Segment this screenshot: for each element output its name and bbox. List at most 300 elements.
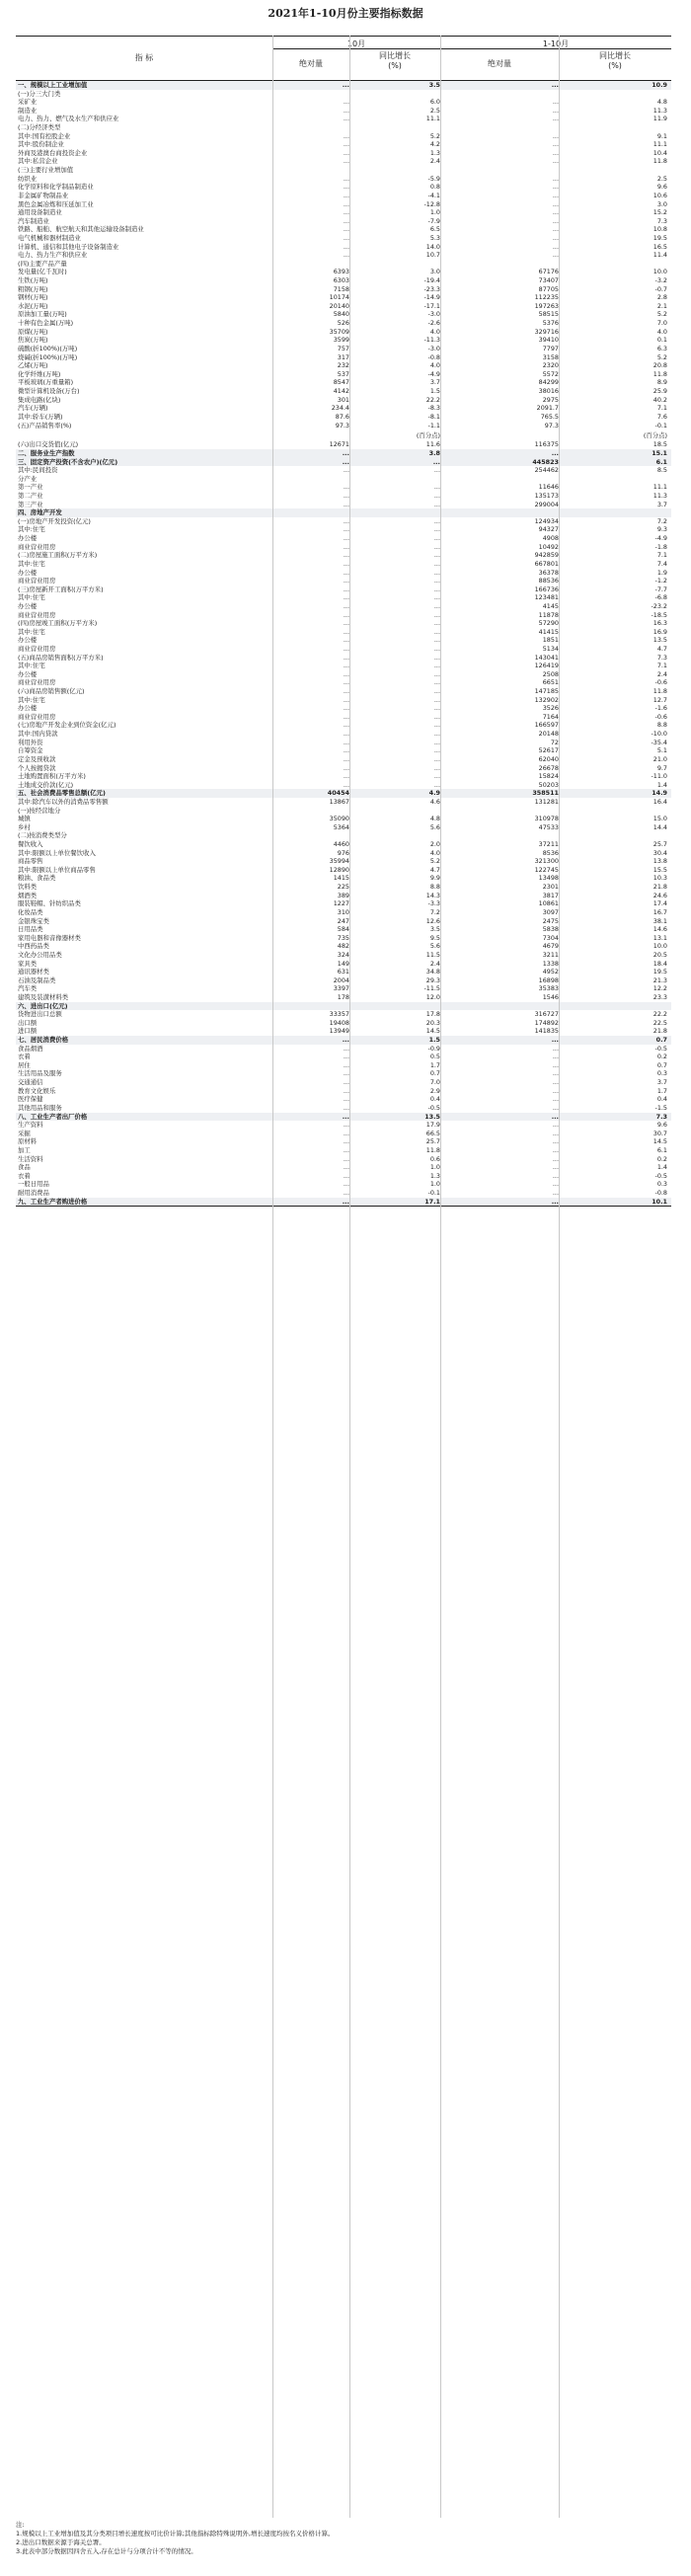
cumulative-growth: 9.6 <box>656 183 667 192</box>
month-value: 13949 <box>329 1027 349 1036</box>
cumulative-value: ... <box>552 115 559 123</box>
row-label: 商业营业用房 <box>18 678 56 687</box>
cumulative-value: 2508 <box>542 669 559 678</box>
table-row <box>16 789 671 798</box>
table-row <box>16 951 671 960</box>
row-label: 烧碱(折100%)(万吨) <box>18 352 78 361</box>
month-value: 6303 <box>333 276 349 285</box>
month-value: 389 <box>337 891 349 899</box>
month-value: ... <box>343 131 349 140</box>
cumulative-growth: -0.5 <box>654 1044 667 1053</box>
cumulative-growth: 0.3 <box>656 1069 667 1078</box>
cumulative-growth: 8.8 <box>656 721 667 730</box>
cumulative-value: 50203 <box>538 780 559 789</box>
cumulative-growth: 21.8 <box>653 1027 667 1036</box>
table-row <box>16 157 671 166</box>
month-value: ... <box>343 1145 349 1154</box>
month-growth: 14.0 <box>425 242 440 251</box>
month-value: 12890 <box>329 865 349 874</box>
cumulative-value: ... <box>551 1036 559 1045</box>
header-period-month: 10月 <box>346 39 366 48</box>
row-label: (二)房屋施工面积(万平方米) <box>18 551 98 560</box>
row-label: 生活资料 <box>18 1154 43 1163</box>
table-row <box>16 577 671 585</box>
row-label: (七)房地产开发企业到位资金(亿元) <box>18 721 116 730</box>
table-row <box>16 1189 671 1198</box>
row-label: 其中:国有控股企业 <box>18 131 71 140</box>
row-label: 汽车(万辆) <box>18 404 48 413</box>
month-value: ... <box>343 140 349 149</box>
table-row <box>16 917 671 926</box>
cumulative-value: ... <box>552 1189 559 1197</box>
month-growth: -14.9 <box>423 293 440 302</box>
table-row <box>16 1061 671 1070</box>
table-row <box>16 183 671 192</box>
cumulative-growth: 9.7 <box>656 763 667 772</box>
month-value: ... <box>343 568 349 577</box>
cumulative-value: 1851 <box>542 636 559 645</box>
month-growth: 0.4 <box>429 1095 440 1104</box>
cumulative-growth: 2.5 <box>656 174 667 183</box>
month-growth: -0.1 <box>427 1189 440 1197</box>
row-label: 食品烟酒 <box>18 1044 43 1053</box>
row-label: 一般日用品 <box>18 1180 49 1189</box>
month-value: ... <box>343 174 349 183</box>
month-value: ... <box>343 1095 349 1104</box>
month-value: ... <box>343 466 349 475</box>
table-row <box>16 293 671 302</box>
month-value: 13867 <box>329 797 349 806</box>
table-row <box>16 107 671 116</box>
row-label: 其中:住宅 <box>18 593 45 602</box>
month-value: ... <box>343 780 349 789</box>
cumulative-growth: 1.4 <box>656 780 667 789</box>
cumulative-growth: (百分点) <box>643 431 667 440</box>
row-label: 汽车制造业 <box>18 216 49 225</box>
cumulative-value: 2475 <box>542 916 559 925</box>
cumulative-growth: 16.9 <box>653 627 667 636</box>
row-label: 其中:民间投资 <box>18 466 58 475</box>
month-value: ... <box>343 721 349 730</box>
month-growth: 4.8 <box>429 815 440 823</box>
row-label: 化学原料和化学制品制造业 <box>18 183 94 192</box>
cumulative-growth: 7.1 <box>656 551 667 560</box>
cumulative-growth: 15.1 <box>652 448 667 457</box>
table-row <box>16 404 671 413</box>
month-growth: -11.5 <box>423 984 440 993</box>
cumulative-value: 62040 <box>538 754 559 763</box>
cumulative-value: ... <box>552 233 559 242</box>
cumulative-growth: 19.5 <box>653 233 667 242</box>
cumulative-value: ... <box>552 1121 559 1130</box>
cumulative-value: 116375 <box>534 440 559 449</box>
month-value: ... <box>343 1180 349 1189</box>
cumulative-growth: 25.7 <box>653 840 667 849</box>
month-growth: ... <box>432 457 440 466</box>
cumulative-growth: 5.1 <box>656 746 667 755</box>
cumulative-growth: 0.7 <box>655 1036 667 1045</box>
month-value: 301 <box>337 395 349 404</box>
cumulative-growth: 9.1 <box>656 131 667 140</box>
row-label: 硫酸(折100%)(万吨) <box>18 344 78 352</box>
row-label: 办公楼 <box>18 669 38 678</box>
cumulative-growth: 6.1 <box>656 1145 667 1154</box>
month-value: ... <box>343 645 349 653</box>
month-growth: 12.0 <box>425 992 440 1001</box>
cumulative-value: 7797 <box>542 344 559 352</box>
table-row <box>16 849 671 858</box>
cumulative-value: 7164 <box>542 712 559 721</box>
cumulative-value: 667801 <box>534 559 559 568</box>
cumulative-growth: 23.3 <box>653 992 667 1001</box>
cumulative-growth: -35.4 <box>651 738 667 746</box>
cumulative-growth: 11.4 <box>653 251 667 260</box>
cumulative-value: 358511 <box>532 789 559 798</box>
month-growth: 17.9 <box>425 1121 440 1130</box>
table-row <box>16 336 671 345</box>
table-row <box>16 815 671 823</box>
row-label: 办公楼 <box>18 704 38 713</box>
cumulative-value: 47533 <box>538 822 559 831</box>
cumulative-growth: 11.3 <box>653 492 667 501</box>
row-label: 化学纤维(万吨) <box>18 369 61 378</box>
cumulative-growth: 2.8 <box>656 293 667 302</box>
month-growth: 4.0 <box>429 327 440 336</box>
row-label: 采掘 <box>18 1129 31 1137</box>
month-value: ... <box>343 542 349 551</box>
cumulative-value: ... <box>552 98 559 107</box>
cumulative-growth: 4.8 <box>656 98 667 107</box>
row-label: 商品零售 <box>18 857 43 866</box>
cumulative-value: 131281 <box>534 797 559 806</box>
table-row <box>16 353 671 362</box>
month-growth: -0.9 <box>427 1044 440 1053</box>
table-row <box>16 721 671 730</box>
row-label: (六)商品房销售额(亿元) <box>18 687 85 696</box>
table-body <box>16 81 671 1207</box>
month-growth: 9.5 <box>429 933 440 942</box>
month-growth: ... <box>433 585 440 593</box>
month-value: 317 <box>337 352 349 361</box>
month-value: ... <box>343 636 349 645</box>
month-value: ... <box>343 551 349 560</box>
row-label: 原油加工量(万吨) <box>18 310 67 319</box>
row-label: 土地成交价款(亿元) <box>18 780 74 789</box>
month-value: ... <box>343 577 349 585</box>
month-value: ... <box>343 585 349 593</box>
row-label: 其中:国内贷款 <box>18 730 58 739</box>
cumulative-value: ... <box>552 1095 559 1104</box>
cumulative-growth: 10.1 <box>652 1197 667 1206</box>
row-label: 衣着 <box>18 1053 31 1061</box>
table-row <box>16 140 671 149</box>
table-row <box>16 857 671 866</box>
cumulative-value: ... <box>552 208 559 217</box>
cumulative-value: 20148 <box>538 730 559 739</box>
row-label: 进口额 <box>18 1027 38 1036</box>
cumulative-value: 52617 <box>538 746 559 755</box>
cumulative-growth: 18.4 <box>653 959 667 968</box>
cumulative-value: ... <box>552 183 559 192</box>
row-label: 其中:住宅 <box>18 627 45 636</box>
month-value: 10174 <box>329 293 349 302</box>
month-growth: -8.1 <box>427 412 440 421</box>
cumulative-value: 7304 <box>542 933 559 942</box>
table-row <box>16 798 671 807</box>
month-value: 12671 <box>329 440 349 449</box>
month-growth: 5.2 <box>429 131 440 140</box>
table-row <box>16 866 671 875</box>
cumulative-growth: -0.7 <box>654 284 667 293</box>
month-value: ... <box>343 534 349 543</box>
cumulative-growth: 7.1 <box>656 662 667 670</box>
row-label: 通讯器材类 <box>18 968 49 976</box>
month-value: ... <box>343 98 349 107</box>
cumulative-value: ... <box>552 251 559 260</box>
month-growth: ... <box>433 636 440 645</box>
month-growth: -19.4 <box>423 276 440 285</box>
table-row <box>16 276 671 285</box>
table-row <box>16 475 671 484</box>
table-row <box>16 807 671 816</box>
cumulative-growth: 16.5 <box>653 242 667 251</box>
cumulative-growth: 30.7 <box>653 1129 667 1137</box>
month-growth: 2.4 <box>429 157 440 166</box>
cumulative-growth: 9.6 <box>656 1121 667 1130</box>
table-row <box>16 934 671 943</box>
cumulative-value: 1338 <box>542 959 559 968</box>
table-row <box>16 268 671 276</box>
cumulative-growth: 10.0 <box>653 942 667 951</box>
month-growth: 4.2 <box>429 140 440 149</box>
month-growth: -3.3 <box>427 899 440 908</box>
row-label: 个人按揭贷款 <box>18 763 56 772</box>
cumulative-value: ... <box>552 1069 559 1078</box>
cumulative-value: 3526 <box>542 704 559 713</box>
month-growth: 4.6 <box>429 797 440 806</box>
cumulative-value: 321300 <box>534 857 559 866</box>
month-growth: ... <box>433 483 440 492</box>
row-label: 二、服务业生产指数 <box>18 448 75 457</box>
month-growth: (百分点) <box>416 431 440 440</box>
month-growth: 11.5 <box>425 950 440 959</box>
month-value: ... <box>342 448 349 457</box>
row-label: 焦炭(万吨) <box>18 336 48 345</box>
month-value: 4142 <box>333 386 349 395</box>
month-growth: -0.5 <box>427 1103 440 1112</box>
table-row <box>16 361 671 370</box>
cumulative-growth: 13.8 <box>653 857 667 866</box>
month-value: 35994 <box>329 857 349 866</box>
table-row <box>16 243 671 252</box>
month-growth: ... <box>433 738 440 746</box>
month-value: ... <box>343 687 349 696</box>
row-label: 纺织业 <box>18 174 38 183</box>
cumulative-growth: 10.0 <box>653 268 667 276</box>
month-growth: -17.1 <box>423 301 440 310</box>
month-value: 631 <box>337 968 349 976</box>
footnotes <box>16 2521 671 2556</box>
month-value: ... <box>343 738 349 746</box>
table-row <box>16 225 671 234</box>
table-row <box>16 1113 671 1122</box>
cumulative-value: 10861 <box>538 899 559 908</box>
month-value: ... <box>343 1154 349 1163</box>
cumulative-value: 2975 <box>542 395 559 404</box>
cumulative-growth: 17.4 <box>653 899 667 908</box>
cumulative-value: ... <box>552 140 559 149</box>
row-label: 土地购置面积(万平方米) <box>18 772 86 781</box>
month-growth: ... <box>433 516 440 525</box>
table-row <box>16 892 671 900</box>
cumulative-growth: 38.1 <box>653 916 667 925</box>
table-row <box>16 696 671 705</box>
month-value: ... <box>343 1137 349 1146</box>
cumulative-growth: 16.7 <box>653 907 667 916</box>
row-label: (五)产品销售率(%) <box>18 422 72 430</box>
month-value: ... <box>343 191 349 199</box>
month-growth: 29.3 <box>425 976 440 984</box>
row-label: 化妆品类 <box>18 907 43 916</box>
month-value: ... <box>343 525 349 534</box>
table-row <box>16 543 671 552</box>
table-row <box>16 704 671 713</box>
month-growth: -12.8 <box>423 199 440 208</box>
month-value: ... <box>343 225 349 234</box>
month-growth: 10.7 <box>425 251 440 260</box>
month-growth: 2.0 <box>429 840 440 849</box>
month-growth: ... <box>433 687 440 696</box>
cumulative-value: ... <box>552 199 559 208</box>
cumulative-growth: 8.9 <box>656 378 667 387</box>
row-label: 建筑及装潢材料类 <box>18 992 69 1001</box>
table-row <box>16 492 671 501</box>
month-value: ... <box>343 730 349 739</box>
row-label: (二)按消费类型分 <box>18 831 67 840</box>
row-label: 石油及制品类 <box>18 976 56 984</box>
table-row <box>16 534 671 543</box>
cumulative-value: 84299 <box>538 378 559 387</box>
table-row <box>16 585 671 594</box>
row-label: 其中:限额以上单位餐饮收入 <box>18 848 96 857</box>
month-value: 19408 <box>329 1018 349 1027</box>
cumulative-growth: 11.1 <box>653 483 667 492</box>
month-growth: -11.3 <box>423 336 440 345</box>
cumulative-value: 3211 <box>542 950 559 959</box>
table-row <box>16 302 671 311</box>
cumulative-growth: 16.4 <box>653 797 667 806</box>
table-row <box>16 670 671 679</box>
month-growth: 1.5 <box>429 386 440 395</box>
month-value: 8547 <box>333 378 349 387</box>
month-value: 2004 <box>333 976 349 984</box>
table-row <box>16 619 671 628</box>
row-label: 钢材(万吨) <box>18 293 48 302</box>
month-value: ... <box>343 208 349 217</box>
cumulative-value: ... <box>552 148 559 157</box>
row-label: 文化办公用品类 <box>18 950 62 959</box>
cumulative-value: ... <box>552 1078 559 1087</box>
cumulative-value: 143041 <box>534 653 559 662</box>
month-growth: 1.5 <box>428 1036 440 1045</box>
cumulative-value: 4145 <box>542 601 559 610</box>
row-label: 办公楼 <box>18 568 38 577</box>
cumulative-value: ... <box>552 1154 559 1163</box>
row-label: 食品 <box>18 1163 31 1172</box>
month-value: 20140 <box>329 301 349 310</box>
month-growth: ... <box>433 542 440 551</box>
header-growth-1: 同比增长 (%) <box>379 51 411 70</box>
cumulative-growth: 10.4 <box>653 148 667 157</box>
month-value: ... <box>342 1112 349 1121</box>
cumulative-value: 2091.7 <box>536 404 559 413</box>
cumulative-value: 11646 <box>538 483 559 492</box>
table-row <box>16 81 671 90</box>
table-row <box>16 746 671 755</box>
table-row <box>16 466 671 475</box>
month-growth: 4.7 <box>429 865 440 874</box>
table-row <box>16 687 671 696</box>
cumulative-growth: 7.0 <box>656 319 667 328</box>
cumulative-growth: 22.5 <box>653 1018 667 1027</box>
table-row <box>16 123 671 132</box>
header-period-cumulative: 1-10月 <box>542 39 570 48</box>
month-growth: ... <box>433 601 440 610</box>
cumulative-growth: 1.7 <box>656 1086 667 1095</box>
month-value: 5364 <box>333 822 349 831</box>
footnote-line: 1.规模以上工业增加值及其分类项目增长速度按可比价计算;其他指标除特殊说明外,增长速度均按名义价格计算。 <box>16 2530 335 2537</box>
month-value: 178 <box>337 992 349 1001</box>
cumulative-value: 299004 <box>534 500 559 508</box>
month-value: 247 <box>337 916 349 925</box>
month-growth: ... <box>433 645 440 653</box>
row-label: 其中:除汽车以外的消费品零售额 <box>18 797 109 806</box>
cumulative-growth: 14.4 <box>653 822 667 831</box>
table-row <box>16 501 671 509</box>
cumulative-growth: 18.5 <box>653 440 667 449</box>
cumulative-growth: 0.7 <box>656 1060 667 1069</box>
month-growth: -4.9 <box>427 369 440 378</box>
table-row <box>16 823 671 832</box>
month-value: 735 <box>337 933 349 942</box>
month-value: ... <box>343 772 349 781</box>
row-label: 水泥(万吨) <box>18 301 48 310</box>
cumulative-value: 2301 <box>542 883 559 892</box>
table-row <box>16 1104 671 1113</box>
month-growth: ... <box>433 534 440 543</box>
row-label: (一)房地产开发投资(亿元) <box>18 516 91 525</box>
month-value: ... <box>343 627 349 636</box>
month-growth: -5.9 <box>427 174 440 183</box>
table-row <box>16 678 671 687</box>
cumulative-value: ... <box>551 1197 559 1206</box>
cumulative-growth: 0.2 <box>656 1053 667 1061</box>
cumulative-value: ... <box>552 216 559 225</box>
cumulative-value: 87705 <box>538 284 559 293</box>
month-value: ... <box>343 1053 349 1061</box>
month-value: 225 <box>337 883 349 892</box>
month-growth: -0.8 <box>427 352 440 361</box>
row-label: 采矿业 <box>18 98 38 107</box>
cumulative-value: 174892 <box>534 1018 559 1027</box>
table-row <box>16 90 671 99</box>
month-growth: 6.0 <box>429 98 440 107</box>
row-label: (二)分经济类型 <box>18 123 61 132</box>
table-row <box>16 328 671 337</box>
row-label: 四、房地产开发 <box>18 508 62 517</box>
row-label: 平板玻璃(万重量箱) <box>18 378 74 387</box>
cumulative-value: ... <box>552 242 559 251</box>
